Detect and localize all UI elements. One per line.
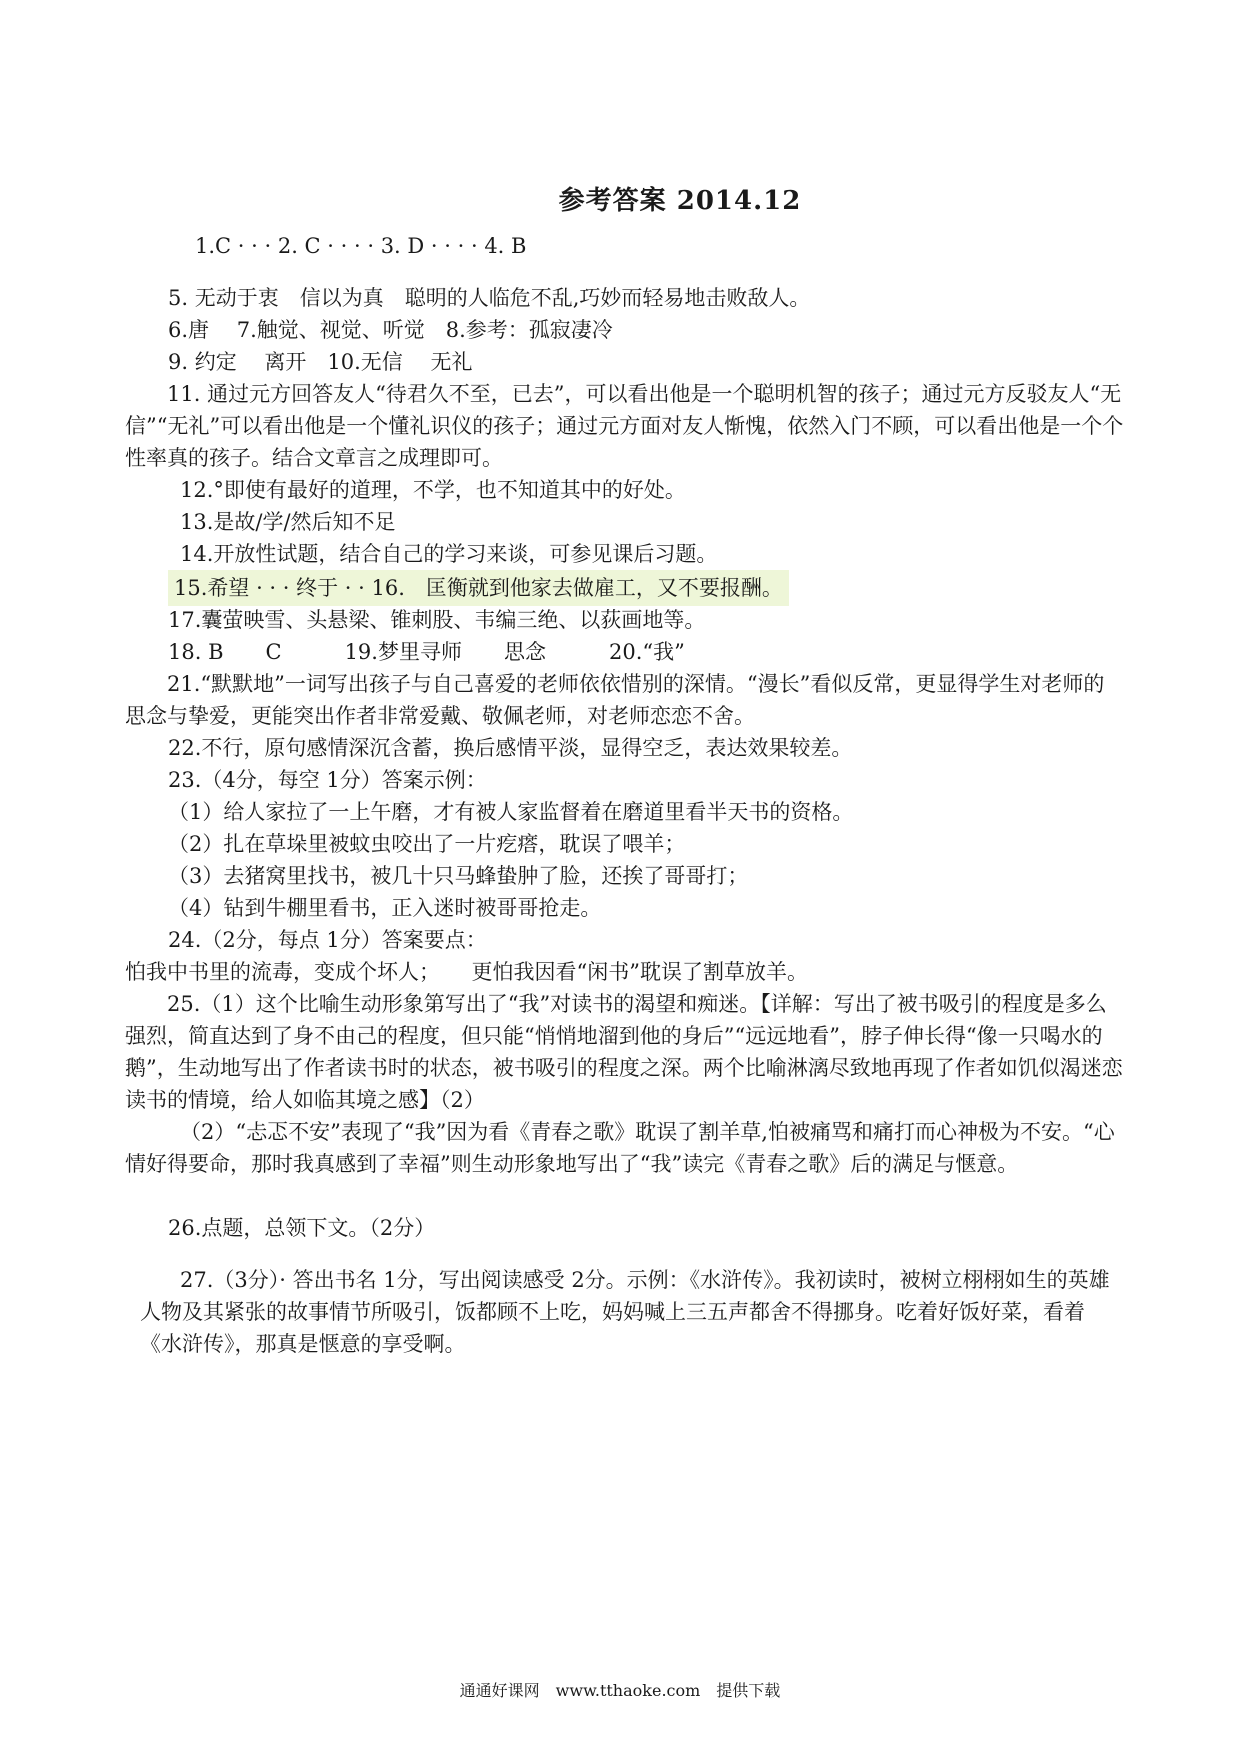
answer-23-item-1: （1）给人家拉了一上午磨，才有被人家监督着在磨道里看半天书的资格。	[168, 800, 854, 824]
answer-26: 26.点题，总领下文。（2分）	[168, 1216, 436, 1240]
answer-23-item-4: （4）钻到牛棚里看书，正入迷时被哥哥抢走。	[168, 896, 602, 920]
answer-13: 13.是故/学/然后知不足	[180, 510, 396, 534]
answer-5: 5. 无动于衷 信以为真 聪明的人临危不乱,巧妙而轻易地击败敌人。	[168, 286, 811, 310]
answer-23-item-3: （3）去猪窝里找书，被几十只马蜂蛰肿了脸，还挨了哥哥打；	[168, 864, 749, 888]
answer-1-4: 1.C · · · 2. C · · · · 3. D · · · · 4. B	[195, 234, 527, 258]
answer-24-body: 怕我中书里的流毒，变成个坏人； 更怕我因看“闲书”耽误了割草放羊。	[125, 960, 808, 984]
answer-9-10: 9. 约定 离开 10.无信 无礼	[168, 350, 473, 374]
answer-23-item-2: （2）扎在草垛里被蚊虫咬出了一片疙瘩，耽误了喂羊；	[168, 832, 686, 856]
answer-12: 12.°即使有最好的道理，不学，也不知道其中的好处。	[180, 478, 686, 502]
answer-27: 27.（3分）· 答出书名 1分，写出阅读感受 2分。示例：《水浒传》。我初读时，被树立栩栩如生的英雄人物及其紧张的故事情节所吸引，饭都顾不上吃，妈妈喊上三五声都舍不得挪身。吃着好饭好菜，看着《水浒传》，那真是惬意的享受啊。	[140, 1268, 1110, 1356]
footer-source: 通通好课网 www.tthaoke.com 提供下载	[459, 1681, 781, 1700]
page-title: 参考答案 2014.12	[558, 186, 802, 216]
answer-6-8: 6.唐 7.触觉、视觉、听觉 8.参考：孤寂凄冷	[168, 318, 613, 342]
answer-18-20: 18. B C 19.梦里寻师 思念 20.“我”	[168, 640, 685, 664]
answer-24-heading: 24.（2分，每点 1分）答案要点：	[168, 928, 487, 952]
answer-25-part-1: 25.（1）这个比喻生动形象第写出了“我”对读书的渴望和痴迷。【详解：写出了被书吸引的程度是多么强烈，简直达到了身不由己的程度，但只能“悄悄地溜到他的身后”“远远地看”，脖子伸长得“像一只喝水的鹅”，生动地写出了作者读书时的状态，被书吸引的程度之深。两个比喻淋漓尽致地再现了作者如饥似渴迷恋读书的情境，给人如临其境之感】（2）	[125, 992, 1123, 1112]
answer-14: 14.开放性试题，结合自己的学习来谈，可参见课后习题。	[180, 542, 718, 566]
answer-11: 11. 通过元方回答友人“待君久不至，已去”，可以看出他是一个聪明机智的孩子；通过元方反驳友人“无信”“无礼”可以看出他是一个懂礼识仪的孩子；通过元方面对友人惭愧，依然入门不顾，可以看出他是一个个性率真的孩子。结合文章言之成理即可。	[125, 382, 1124, 470]
answer-25-part-2: （2）“忐忑不安”表现了“我”因为看《青春之歌》耽误了割羊草,怕被痛骂和痛打而心神极为不安。“心情好得要命，那时我真感到了幸福”则生动形象地写出了“我”读完《青春之歌》后的满足与惬意。	[125, 1120, 1115, 1176]
answer-15-16: 15.希望 · · · 终于 · · 16. 匡衡就到他家去做雇工，又不要报酬。	[168, 570, 789, 606]
answer-17: 17.囊萤映雪、头悬梁、锥刺股、韦编三绝、以荻画地等。	[168, 608, 706, 632]
answer-23-heading: 23.（4分，每空 1分）答案示例：	[168, 768, 487, 792]
answer-22: 22.不行，原句感情深沉含蓄，换后感情平淡，显得空乏，表达效果较差。	[168, 736, 853, 760]
answer-21: 21.“默默地”一词写出孩子与自己喜爱的老师依依惜别的深情。“漫长”看似反常，更显得学生对老师的思念与挚爱，更能突出作者非常爱戴、敬佩老师，对老师恋恋不舍。	[125, 672, 1105, 728]
